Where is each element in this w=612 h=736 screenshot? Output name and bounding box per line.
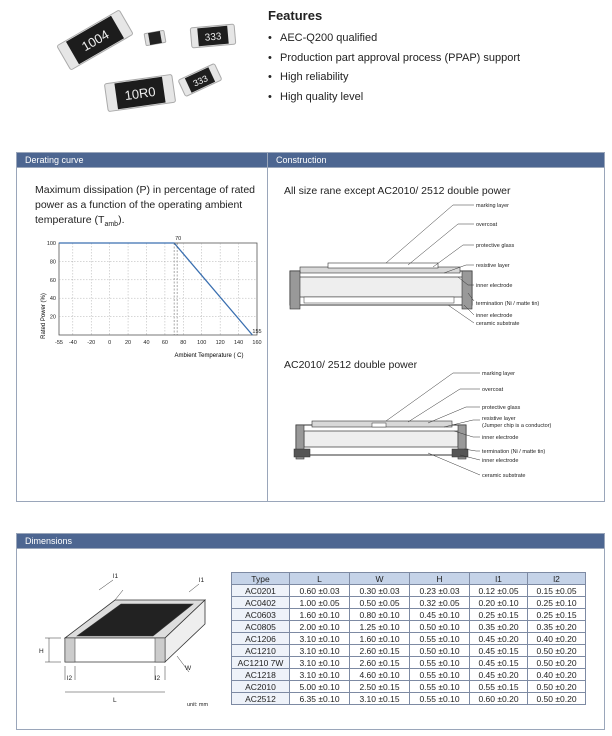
table-cell: 0.55 ±0.10 <box>410 669 470 681</box>
derating-chart <box>17 231 267 381</box>
table-cell: AC1210 7W <box>232 657 290 669</box>
chart-x-tick: 60 <box>161 340 168 346</box>
chart-y-tick: 80 <box>49 259 56 266</box>
table-cell: 0.40 ±0.20 <box>528 669 586 681</box>
label-jumper-note: (Jumper chip is a conductor) <box>482 423 552 429</box>
table-cell: 1.25 ±0.10 <box>350 621 410 633</box>
table-row <box>232 585 586 597</box>
table-cell: AC1218 <box>232 669 290 681</box>
dimensions-table <box>231 572 586 705</box>
product-photo <box>40 8 240 118</box>
chart-plot-area <box>59 243 257 335</box>
table-cell: 0.35 ±0.20 <box>528 621 586 633</box>
table-cell: 0.55 ±0.10 <box>410 693 470 705</box>
chart-annotation: 155 <box>252 329 262 335</box>
table-cell: 1.00 ±0.05 <box>290 597 350 609</box>
chart-y-tick: 20 <box>49 314 56 321</box>
label-inner-electrode-2: inner electrode <box>482 458 519 464</box>
chart-y-tick: 60 <box>49 277 56 284</box>
chart-x-tick: 80 <box>180 340 187 346</box>
table-cell: AC0603 <box>232 609 290 621</box>
chart-x-tick: -40 <box>68 340 77 346</box>
construction-diagram1 <box>268 197 598 327</box>
label-marking-layer: marking layer <box>482 371 516 377</box>
features-list <box>268 29 520 107</box>
chart-annotation: 70 <box>175 236 182 242</box>
col-header-l: L <box>290 573 350 585</box>
table-cell: 0.15 ±0.05 <box>528 585 586 597</box>
table-cell: 0.50 ±0.05 <box>350 597 410 609</box>
table-cell: 0.60 ±0.03 <box>290 585 350 597</box>
table-cell: AC0201 <box>232 585 290 597</box>
table-cell: 0.25 ±0.10 <box>528 597 586 609</box>
label-overcoat: overcoat <box>482 387 504 393</box>
dim-label-l2-right: l2 <box>155 675 161 682</box>
derating-description-end: ). <box>118 214 125 226</box>
dim-label-h: H <box>39 648 44 655</box>
table-cell: AC1210 <box>232 645 290 657</box>
derating-description-text: Maximum dissipation (P) in percentage of rated power as a function of the operating ambient temperature (T <box>35 184 256 226</box>
chart-x-tick: 20 <box>125 340 132 346</box>
chart-x-tick: 120 <box>215 340 225 346</box>
dim-label-l1-right: l1 <box>199 577 205 584</box>
table-row <box>232 669 586 681</box>
derating-panel <box>16 152 268 502</box>
table-cell: 0.60 ±0.20 <box>470 693 528 705</box>
table-row <box>232 657 586 669</box>
table-cell: 0.45 ±0.10 <box>410 609 470 621</box>
derating-description <box>35 183 265 232</box>
table-cell: 0.20 ±0.10 <box>470 597 528 609</box>
table-row <box>232 633 586 645</box>
chart-ylabel: Rated Power (%) <box>41 293 47 339</box>
chart-x-tick: 40 <box>143 340 150 346</box>
table-cell: 0.45 ±0.20 <box>470 669 528 681</box>
table-cell: 0.50 ±0.20 <box>528 645 586 657</box>
chip-resistor-1004 <box>57 10 133 70</box>
table-cell: 0.55 ±0.10 <box>410 657 470 669</box>
table-cell: 0.25 ±0.15 <box>470 609 528 621</box>
table-cell: 0.55 ±0.15 <box>470 681 528 693</box>
table-cell: 0.40 ±0.20 <box>528 633 586 645</box>
table-cell: 3.10 ±0.10 <box>290 645 350 657</box>
table-cell: 0.55 ±0.10 <box>410 681 470 693</box>
table-row <box>232 681 586 693</box>
table-cell: AC0402 <box>232 597 290 609</box>
dim-label-l2-left: l2 <box>67 675 73 682</box>
table-cell: 3.10 ±0.10 <box>290 657 350 669</box>
chart-xlabel: Ambient Temperature ( C) <box>174 353 244 359</box>
dimension-drawing <box>27 556 227 726</box>
chip-marking: 333 <box>191 73 210 89</box>
label-termination: termination (Ni / matte tin) <box>482 449 546 455</box>
table-row <box>232 609 586 621</box>
chip-marking: 333 <box>204 31 222 44</box>
label-marking-layer: marking layer <box>476 203 510 209</box>
label-resistive-layer: resistive layer <box>476 263 510 269</box>
col-header-h: H <box>410 573 470 585</box>
label-protective-glass: protective glass <box>476 243 515 249</box>
construction-diagram2 <box>268 365 598 495</box>
construction-panel <box>268 152 605 502</box>
dimensions-table-body <box>232 585 586 705</box>
features-section <box>268 8 520 107</box>
label-inner-electrode: inner electrode <box>482 435 519 441</box>
label-inner-electrode: inner electrode <box>476 283 513 289</box>
table-cell: 2.00 ±0.10 <box>290 621 350 633</box>
table-cell: 0.50 ±0.20 <box>528 681 586 693</box>
table-cell: 0.35 ±0.20 <box>470 621 528 633</box>
table-cell: AC0805 <box>232 621 290 633</box>
chart-x-tick: 160 <box>252 340 262 346</box>
construction-header: Construction <box>268 153 604 168</box>
table-cell: 0.80 ±0.10 <box>350 609 410 621</box>
chart-x-tick: 0 <box>108 340 112 346</box>
table-cell: 3.10 ±0.10 <box>290 633 350 645</box>
construction-diagram1-title: All size rane except AC2010/ 2512 double power <box>284 185 511 197</box>
col-header-l1: l1 <box>470 573 528 585</box>
table-cell: 2.60 ±0.15 <box>350 657 410 669</box>
label-ceramic-substrate: ceramic substrate <box>476 321 520 327</box>
table-row <box>232 597 586 609</box>
dim-label-l: L <box>113 697 117 704</box>
table-row <box>232 693 586 705</box>
chart-x-tick: 100 <box>197 340 207 346</box>
table-cell: 0.45 ±0.20 <box>470 633 528 645</box>
chip-marking: 10R0 <box>123 83 157 104</box>
chart-x-tick: 140 <box>233 340 244 346</box>
chart-x-tick: -20 <box>87 340 96 346</box>
table-cell: AC2010 <box>232 681 290 693</box>
dim-label-l1-left: l1 <box>113 573 119 580</box>
table-cell: 4.60 ±0.10 <box>350 669 410 681</box>
table-cell: 6.35 ±0.10 <box>290 693 350 705</box>
table-cell: 0.45 ±0.15 <box>470 645 528 657</box>
table-cell: 2.50 ±0.15 <box>350 681 410 693</box>
dim-label-w: W <box>185 665 192 672</box>
label-termination: termination (Ni / matte tin) <box>476 301 540 307</box>
table-cell: 0.45 ±0.15 <box>470 657 528 669</box>
table-cell: 1.60 ±0.10 <box>350 633 410 645</box>
derating-description-subscript: amb <box>104 221 119 229</box>
chart-y-tick: 100 <box>46 241 56 247</box>
table-header-row <box>232 573 586 585</box>
features-title: Features <box>268 8 323 23</box>
col-header-l2: l2 <box>528 573 586 585</box>
table-cell: 0.23 ±0.03 <box>410 585 470 597</box>
table-cell: 1.60 ±0.10 <box>290 609 350 621</box>
table-cell: 0.50 ±0.10 <box>410 645 470 657</box>
table-cell: 2.60 ±0.15 <box>350 645 410 657</box>
table-cell: AC2512 <box>232 693 290 705</box>
label-ceramic-substrate: ceramic substrate <box>482 473 526 479</box>
chip-resistor-small <box>144 30 166 45</box>
feature-item: • Production part approval process (PPAP) support <box>268 49 520 69</box>
construction-diagram2-title: AC2010/ 2512 double power <box>284 359 418 371</box>
col-header-type: Type <box>232 573 290 585</box>
chip-resistor-333-a <box>190 24 236 48</box>
feature-item: • High reliability <box>268 68 520 88</box>
table-cell: 3.10 ±0.10 <box>290 669 350 681</box>
chip-marking: 1004 <box>78 26 112 55</box>
label-overcoat: overcoat <box>476 222 498 228</box>
table-row <box>232 645 586 657</box>
table-cell: 0.12 ±0.05 <box>470 585 528 597</box>
chip-resistor-333-b <box>178 63 222 96</box>
derating-header: Derating curve <box>17 153 267 168</box>
table-cell: 0.25 ±0.15 <box>528 609 586 621</box>
dim-label-unit: unit: mm <box>187 702 209 708</box>
col-header-w: W <box>350 573 410 585</box>
feature-item: • AEC-Q200 qualified <box>268 29 520 49</box>
chart-x-tick: -55 <box>55 340 63 346</box>
table-cell: 0.50 ±0.20 <box>528 657 586 669</box>
dimensions-header: Dimensions <box>17 534 604 549</box>
label-protective-glass: protective glass <box>482 405 521 411</box>
table-cell: 0.50 ±0.20 <box>528 693 586 705</box>
table-cell: 0.32 ±0.05 <box>410 597 470 609</box>
table-cell: 0.55 ±0.10 <box>410 633 470 645</box>
chip-resistor-10r0 <box>104 74 175 111</box>
label-resistive-layer: resistive layer <box>482 416 516 422</box>
table-cell: 3.10 ±0.15 <box>350 693 410 705</box>
label-inner-electrode-2: inner electrode <box>476 313 513 319</box>
feature-item: • High quality level <box>268 88 520 108</box>
table-cell: 0.30 ±0.03 <box>350 585 410 597</box>
table-cell: AC1206 <box>232 633 290 645</box>
table-cell: 0.50 ±0.10 <box>410 621 470 633</box>
dimensions-panel <box>16 533 605 730</box>
table-cell: 5.00 ±0.10 <box>290 681 350 693</box>
table-row <box>232 621 586 633</box>
chart-y-tick: 40 <box>49 296 56 303</box>
